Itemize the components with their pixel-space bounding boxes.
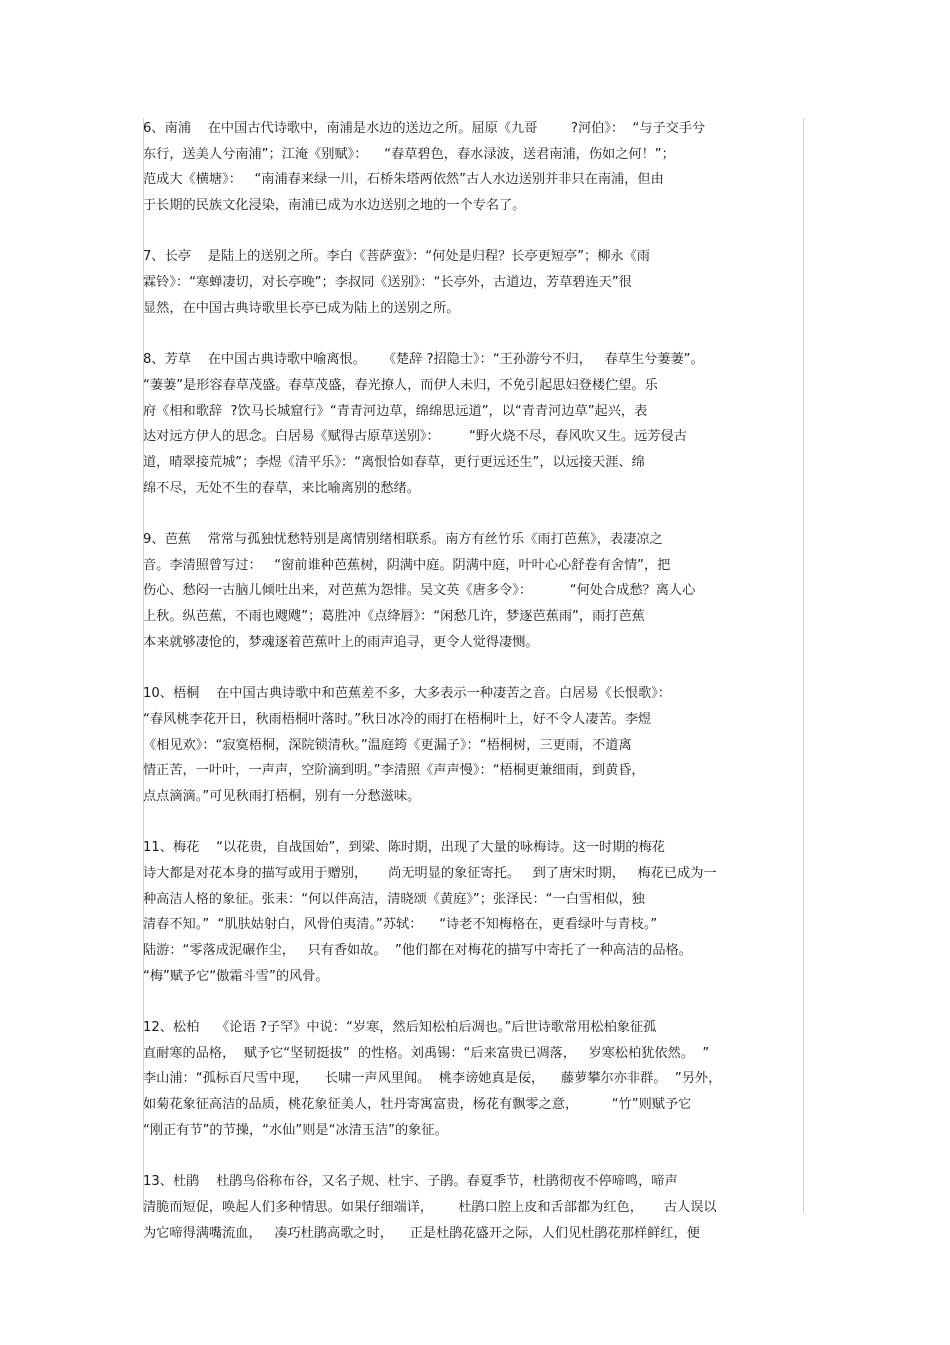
document-body <box>143 116 805 1246</box>
text-line: 范成大《横塘》： “南浦春来绿一川，石桥朱塔两依然”古人水边送别并非只在南浦，但由 <box>143 172 664 188</box>
text-line: 上秋。纵芭蕉，不雨也飕飕”；葛胜冲《点绛唇》：“闲愁几许，梦逐芭蕉雨”，雨打芭蕉 <box>143 609 645 625</box>
text-line: 10、梧桐 在中国古典诗歌中和芭蕉差不多，大多表示一种凄苦之音。白居易《长恨歌》： <box>143 686 672 702</box>
text-line: 道，晴翠接荒城”；李煜《清平乐》：“离恨恰如春草，更行更远还生”，以远接天涯、绵 <box>143 454 645 470</box>
text-line: 清春不知。” “肌肤姑射白，风骨伯夷清。”苏轼： “诗老不知梅格在，更看绿叶与青枝。” <box>143 917 658 933</box>
entry-bajiao <box>143 527 805 655</box>
text-line: 7、长亭 是陆上的送别之所。李白《菩萨蛮》：“何处是归程？长亭更短亭”；柳永《雨 <box>143 249 650 265</box>
paragraph-gap <box>143 322 805 348</box>
entry-dujuan <box>143 1169 805 1246</box>
text-line: “刚正有节”的节操，“水仙”则是“冰清玉洁”的象征。 <box>143 1122 448 1138</box>
text-line: 种高洁人格的象征。张耒：“何以伴高洁，清晓颂《黄庭》”；张泽民：“一白雪相似，独 <box>143 891 645 907</box>
text-line: 伤心、愁闷一古脑儿倾吐出来，对芭蕉为怨悱。吴文英《唐多令》： “何处合成愁？离人心 <box>143 583 696 599</box>
entry-songbai <box>143 1015 805 1143</box>
text-line: 李山浦：“孤标百尺雪中现， 长啸一声风里闻。 桃李谤她真是佞， 藤萝攀尔亦非群。 ”另外， <box>143 1071 722 1087</box>
entry-wutong <box>143 681 805 809</box>
text-line: 霖铃》：“寒蝉凄切，对长亭晚”；李叔同《送别》：“长亭外，古道边，芳草碧连天”很 <box>143 275 632 291</box>
text-line: 诗大都是对花本身的描写或用于赠别， 尚无明显的象征寄托。 到了唐宋时期， 梅花已成为一 <box>143 865 717 881</box>
text-line: 情正苦，一叶叶，一声声，空阶滴到明。”李清照《声声慢》：“梧桐更兼细雨，到黄昏， <box>143 763 645 779</box>
text-line: 直耐寒的品格， 赋予它“坚韧挺拔” 的性格。刘禹锡：“后来富贵已凋落， 岁寒松柏犹依然。 ” <box>143 1045 710 1061</box>
text-line: 为它啼得满嘴流血， 凑巧杜鹃高歌之时， 正是杜鹃花盛开之际，人们见杜鹃花那样鲜红，便 <box>143 1225 700 1241</box>
text-line: “梅”赋予它“傲霜斗雪”的风骨。 <box>143 968 329 984</box>
paragraph-gap <box>143 501 805 527</box>
entry-changting <box>143 244 805 321</box>
entry-meihua <box>143 835 805 989</box>
text-line: 12、松柏 《论语 ?子罕》中说：“岁寒，然后知松柏后凋也。”后世诗歌常用松柏象征孤 <box>143 1020 657 1036</box>
text-line: 8、芳草 在中国古典诗歌中喻离恨。 《楚辞 ?招隐士》：“王孙游兮不归， 春草生兮萋萋”。 <box>143 352 704 368</box>
paragraph-gap <box>143 810 805 836</box>
text-line: “春风桃李花开日，秋雨梧桐叶落时。”秋日冰冷的雨打在梧桐叶上，好不令人凄苦。李煜 <box>143 711 652 727</box>
paragraph-gap <box>143 989 805 1015</box>
text-line: 如菊花象征高洁的品质，桃花象征美人，牡丹寄寓富贵，杨花有飘零之意， “竹”则赋予它 <box>143 1097 692 1113</box>
text-line: 东行，送美人兮南浦”；江淹《别赋》： “春草碧色，春水渌波，送君南浦，伤如之何！”； <box>143 146 675 162</box>
text-line: 达对远方伊人的思念。白居易《赋得古原草送别》： “野火烧不尽，春风吹又生。远芳侵古 <box>143 429 687 445</box>
text-line: 《相见欢》：“寂寞梧桐，深院锁清秋。”温庭筠《更漏子》：“梧桐树，三更雨，不道离 <box>143 737 632 753</box>
entry-fangcao <box>143 347 805 501</box>
text-line: 11、梅花 “以花贵，自战国始”，到梁、陈时期，出现了大量的咏梅诗。这一时期的梅花 <box>143 840 665 856</box>
paragraph-gap <box>143 219 805 245</box>
text-line: 陆游：“零落成泥碾作尘， 只有香如故。 ”他们都在对梅花的描写中寄托了一种高洁的品格。 <box>143 943 692 958</box>
text-line: 府《相和歌辞 ?饮马长城窟行》“青青河边草，绵绵思远道”，以“青青河边草”起兴，表 <box>143 403 648 419</box>
paragraph-gap <box>143 655 805 681</box>
text-line: 13、杜鹃 杜鹃鸟俗称布谷，又名子规、杜宇、子鹃。春夏季节，杜鹃彻夜不停啼鸣，啼声 <box>143 1174 678 1190</box>
entry-nanpu <box>143 116 805 219</box>
text-line: 6、南浦 在中国古代诗歌中，南浦是水边的送边之所。屈原《九哥 ?河伯》： “与子交手兮 <box>143 121 706 136</box>
text-line: 显然，在中国古典诗歌里长亭已成为陆上的送别之所。 <box>143 300 460 316</box>
text-line: 清脆而短促，唤起人们多种情思。如果仔细端详， 杜鹃口腔上皮和舌部都为红色， 古人误以 <box>143 1199 717 1215</box>
text-line: 音。李清照曾写过： “窗前谁种芭蕉树，阴满中庭。阴满中庭，叶叶心心舒卷有舍情”，把 <box>143 557 671 573</box>
text-line: 本来就够凄怆的，梦魂逐着芭蕉叶上的雨声追寻，更令人觉得凄恻。 <box>143 634 539 650</box>
text-line: 于长期的民族文化浸染，南浦已成为水边送别之地的一个专名了。 <box>143 198 526 214</box>
text-line: “萋萋”是形容春草茂盛。春草茂盛，春光撩人，而伊人未归，不免引起思妇登楼伫望。乐 <box>143 377 658 393</box>
text-line: 9、芭蕉 常常与孤独忧愁特别是离情别绪相联系。南方有丝竹乐《雨打芭蕉》，表凄凉之 <box>143 532 663 547</box>
text-line: 点点滴滴。”可见秋雨打梧桐，别有一分愁滋味。 <box>143 788 421 804</box>
text-line: 绵不尽，无处不生的春草，来比喻离别的愁绪。 <box>143 480 420 496</box>
paragraph-gap <box>143 1144 805 1170</box>
